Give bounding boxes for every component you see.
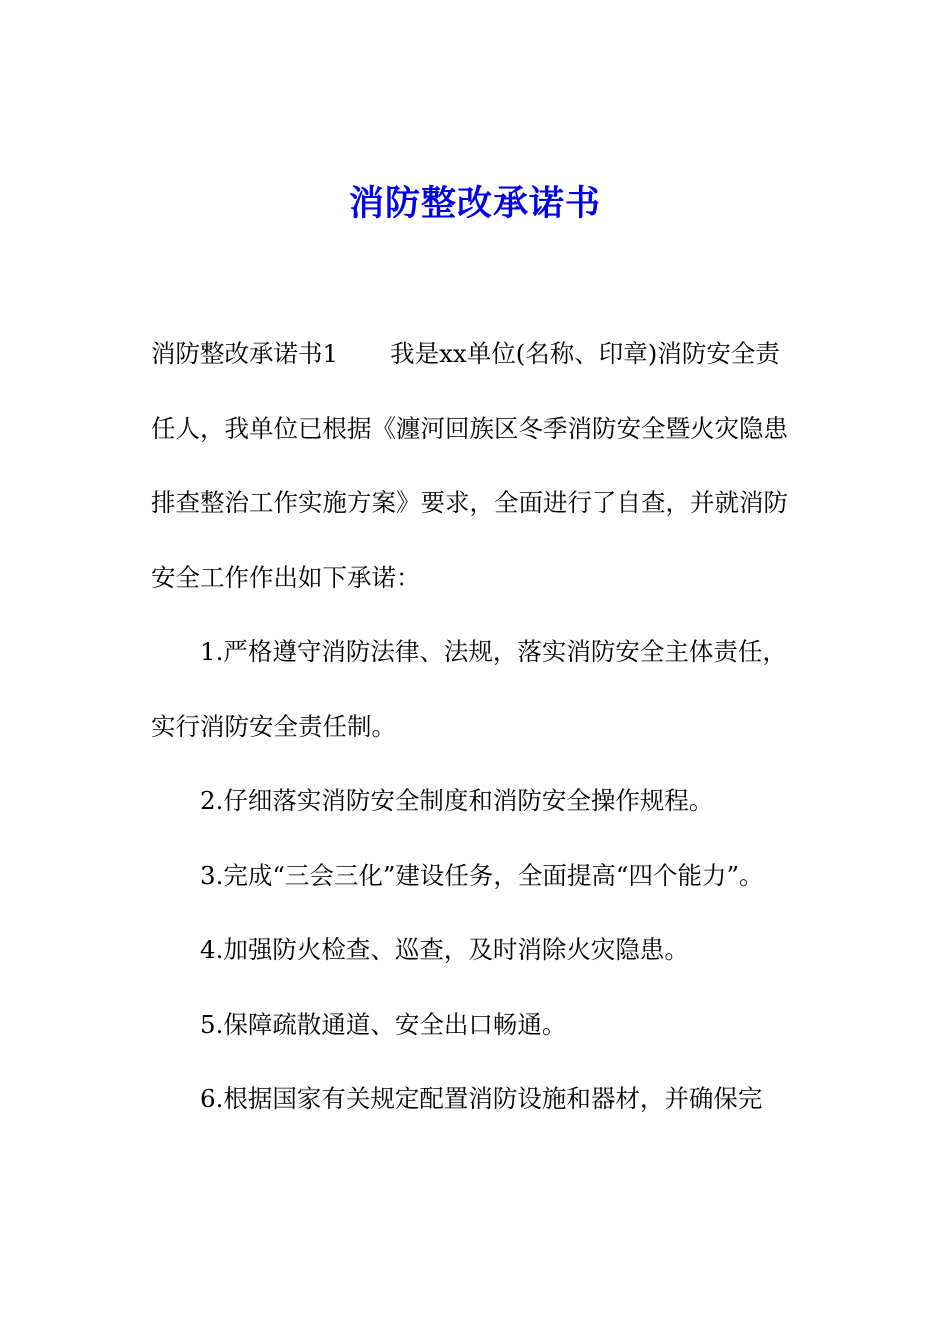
intro-text: 我是xx单位(名称、印章)消防安全责任人，我单位已根据《瀍河回族区冬季消防安全暨火灾隐患排查整治工作实施方案》要求，全面进行了自查，并就消防安全工作作出如下承诺： (151, 339, 788, 592)
document-title: 消防整改承诺书 (348, 183, 601, 224)
document-body (151, 317, 796, 1137)
commitment-item-4: 4.加强防火检查、巡查，及时消除火灾隐患。 (200, 935, 689, 964)
commitment-item-5: 5.保障疏散通道、安全出口畅通。 (200, 1009, 567, 1039)
commitment-item-6: 6.根据国家有关规定配置消防设施和器材，并确保完 (200, 1084, 763, 1113)
commitment-item-3: 3.完成“三会三化”建设任务，全面提高“四个能力”。 (200, 860, 764, 890)
commitment-item-1: 1.严格遵守消防法律、法规，落实消防安全主体责任，实行消防安全责任制。 (151, 637, 787, 741)
commitment-item-2: 2.仔细落实消防安全制度和消防安全操作规程。 (200, 786, 714, 815)
intro-heading: 消防整改承诺书1 (151, 339, 339, 368)
intro-paragraph (151, 317, 796, 615)
